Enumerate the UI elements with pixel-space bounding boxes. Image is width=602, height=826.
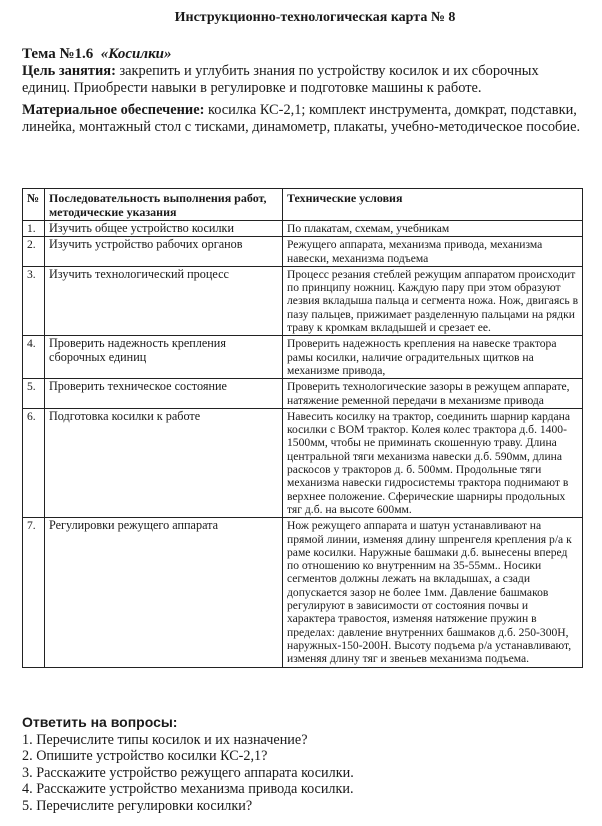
- goal-label: Цель занятия:: [22, 63, 116, 79]
- materials-label: Материальное обеспечение:: [22, 102, 205, 118]
- list-item: 5. Перечислите регулировки косилки?: [22, 797, 253, 814]
- topic-name: «Косилки»: [100, 46, 172, 62]
- goal-text: закрепить и углубить знания по устройству косилок и их сборочных единиц. Приобрести навыки в регулировке и подготовке машины к работе.: [22, 63, 539, 96]
- topic-label: Тема №1.6: [22, 46, 94, 62]
- questions-section: [22, 714, 582, 815]
- list-item: 3. Расскажите устройство режущего аппарата косилки.: [22, 764, 354, 781]
- list-item: 1. Перечислите типы косилок и их назначение?: [22, 731, 308, 748]
- materials-text: косилка КС-2,1; комплект инструмента, домкрат, подставки, линейка, монтажный стол с тисками, динамометр, плакаты, учебно-методическое пособие.: [22, 102, 581, 135]
- row-number: 3.: [23, 266, 45, 335]
- row-number: 7.: [23, 518, 45, 667]
- table-row: [23, 379, 583, 409]
- row-step: Изучить технологический процесс: [45, 266, 283, 335]
- row-number: 6.: [23, 408, 45, 517]
- procedure-table: [22, 188, 583, 668]
- header-conditions: Технические условия: [283, 189, 583, 221]
- row-step: Проверить техническое состояние: [45, 379, 283, 409]
- row-conditions: По плакатам, схемам, учебникам: [283, 221, 583, 237]
- table-row: [23, 408, 583, 517]
- row-conditions: Навесить косилку на трактор, соединить шарнир кардана косилки с ВОМ трактор. Колея колес трактора д.б. 1400-1500мм, чтобы не приминать скошенную траву. Длина центральной тяги механизма навески д.б. 590мм, длина раскосов у тракторов д. б. 500мм. Продольные тяги механизма навески гидросистемы трактора поднимают в верхнее положение. Сферические шарниры продольных тяг д.б. на высоте 600мм.: [283, 408, 583, 517]
- row-conditions: Режущего аппарата, механизма привода, механизма навески, механизма подъема: [283, 237, 583, 267]
- row-step: Изучить общее устройство косилки: [45, 221, 283, 237]
- row-number: 1.: [23, 221, 45, 237]
- row-conditions: Нож режущего аппарата и шатун устанавливают на прямой линии, изменяя длину шпренгеля крепления р/а к раме косилки. Наружные башмаки д.б. вынесены вперед по отношению ко внутренним на 35-55мм.. Носики сегментов должны лежать на вкладышах, а сзади допускается зазор не более 1мм. Давление башмаков регулируют в зависимости от состояния почвы и характера травостоя, изменяя натяжение пружин в пределах: давление внутренних башмаков д.б. 250-300Н, наружных-150-200Н. Высоту подъема р/а устанавливают, изменяя длину тяг и звеньев механизма подъема.: [283, 518, 583, 667]
- questions-list: [22, 732, 582, 815]
- row-conditions: Процесс резания стеблей режущим аппаратом происходит по принципу ножниц. Каждую пару при этом образуют лезвия вкладыша пальца и сегмента ножа. Нож, двигаясь в пазу пальцев, прижимает разделенную пальцами на рядки траву к кромкам вкладышей и срезает ее.: [283, 266, 583, 335]
- table-row: [23, 221, 583, 237]
- row-step: Проверить надежность крепления сборочных единиц: [45, 336, 283, 379]
- header-step: Последовательность выполнения работ, методические указания: [45, 189, 283, 221]
- table-row: [23, 336, 583, 379]
- row-number: 2.: [23, 237, 45, 267]
- table-row: [23, 518, 583, 667]
- row-step: Изучить устройство рабочих органов: [45, 237, 283, 267]
- topic-line: [22, 46, 588, 63]
- goal-paragraph: [22, 63, 588, 96]
- document-title: Инструкционно-технологическая карта № 8: [174, 10, 456, 25]
- row-conditions: Проверить надежность крепления на навеске трактора рамы косилки, наличие оградительных щитков на механизме привода,: [283, 336, 583, 379]
- header-num: №: [23, 189, 45, 221]
- row-number: 4.: [23, 336, 45, 379]
- table-header-row: [23, 189, 583, 221]
- table-row: [23, 237, 583, 267]
- table-row: [23, 266, 583, 335]
- list-item: 4. Расскажите устройство механизма привода косилки.: [22, 781, 354, 798]
- questions-title: Ответить на вопросы:: [22, 714, 178, 730]
- row-step: Регулировки режущего аппарата: [45, 518, 283, 667]
- row-number: 5.: [23, 379, 45, 409]
- row-conditions: Проверить технологические зазоры в режущем аппарате, натяжение ременной передачи в механизме привода: [283, 379, 583, 409]
- materials-paragraph: [22, 102, 588, 135]
- list-item: 2. Опишите устройство косилки КС-2,1?: [22, 748, 268, 765]
- row-step: Подготовка косилки к работе: [45, 408, 283, 517]
